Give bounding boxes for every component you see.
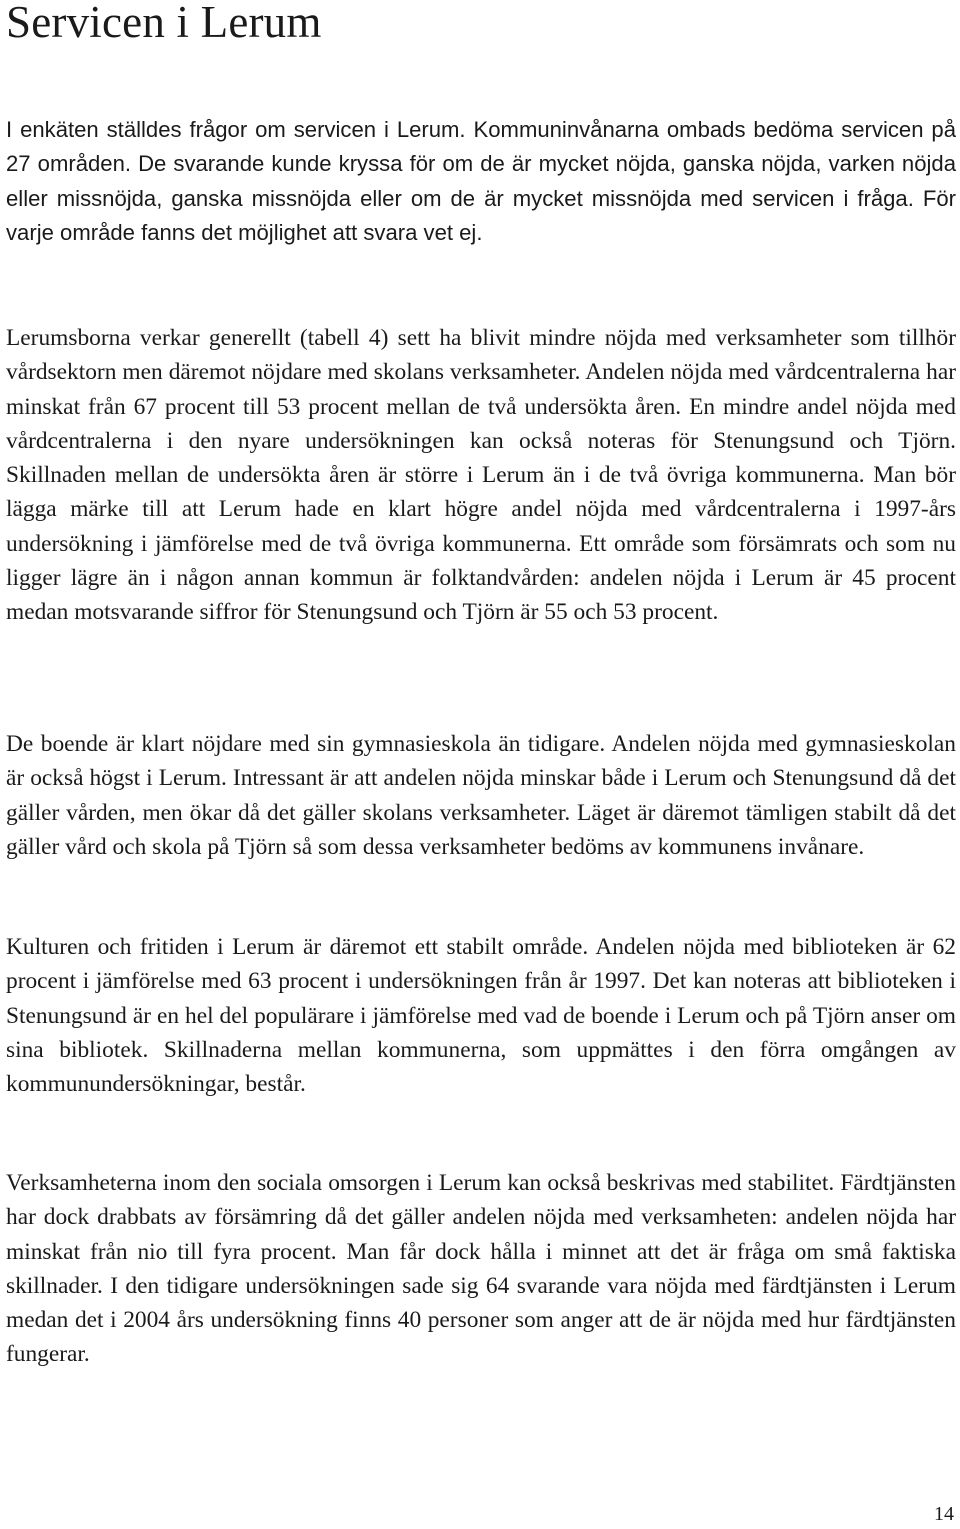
page-title: Servicen i Lerum	[6, 0, 322, 47]
social-care-text: Verksamheterna inom den sociala omsorgen i Lerum kan också beskrivas med stabilitet. Färdtjänsten har dock drabbats av försämring då det gäller andelen nöjda med verksamheten: andelen nöjda har minskat från nio till fyra procent. Man får dock hålla i minnet att det är fråga om små faktiska skillnader. I den tidigare undersökningen sade sig 64 svarande vara nöjda med färdtjänsten i Lerum medan det i 2004 års undersökning finns 40 personer som anger att de är nöjda med hur färdtjänsten fungerar.	[6, 1170, 956, 1368]
paragraph-healthcare	[6, 321, 956, 630]
paragraph-culture	[6, 930, 956, 1101]
healthcare-text: Lerumsborna verkar generellt (tabell 4) sett ha blivit mindre nöjda med verksamheter som tillhör vårdsektorn men däremot nöjdare med skolans verksamheter. Andelen nöjda med vårdcentralerna har minskat från 67 procent till 53 procent mellan de två undersökta åren. En mindre andel nöjda med vårdcentralerna i den nyare undersökningen kan också noteras för Stenungsund och Tjörn. Skillnaden mellan de undersökta åren är större i Lerum än i de två övriga kommunerna. Man bör lägga märke till att Lerum hade en klart högre andel nöjda med vårdcentralerna i 1997-års undersökning i jämförelse med de två övriga kommunerna. Ett område som försämrats och som nu ligger lägre än i någon annan kommun är folktandvården: andelen nöjda i Lerum är 45 procent medan motsvarande siffror för Stenungsund och Tjörn är 55 och 53 procent.	[6, 325, 956, 626]
paragraph-social-care	[6, 1166, 956, 1372]
page-number: 14	[934, 1503, 954, 1525]
paragraph-schools	[6, 727, 956, 864]
culture-text: Kulturen och fritiden i Lerum är däremot ett stabilt område. Andelen nöjda med biblioteken är 62 procent i jämförelse med 63 procent i undersökningen från år 1997. Det kan noteras att biblioteken i Stenungsund är en hel del populärare i jämförelse med vad de boende i Lerum och på Tjörn anser om sina bibliotek. Skillnaderna mellan kommunerna, som uppmättes i den förra omgången av kommunundersökningar, består.	[6, 934, 956, 1098]
schools-text: De boende är klart nöjdare med sin gymnasieskola än tidigare. Andelen nöjda med gymnasieskolan är också högst i Lerum. Intressant är att andelen nöjda minskar både i Lerum och Stenungsund då det gäller vården, men ökar då det gäller skolans verksamheter. Läget är däremot tämligen stabilt då det gäller vård och skola på Tjörn så som dessa verksamheter bedöms av kommunens invånare.	[6, 731, 956, 860]
paragraph-intro	[6, 113, 956, 250]
intro-text: I enkäten ställdes frågor om servicen i Lerum. Kommuninvånarna ombads bedöma servicen på 27 områden. De svarande kunde kryssa för om de är mycket nöjda, ganska nöjda, varken nöjda eller missnöjda, ganska missnöjda eller om de är mycket missnöjda med servicen i fråga. För varje område fanns det möjlighet att svara vet ej.	[6, 117, 956, 245]
